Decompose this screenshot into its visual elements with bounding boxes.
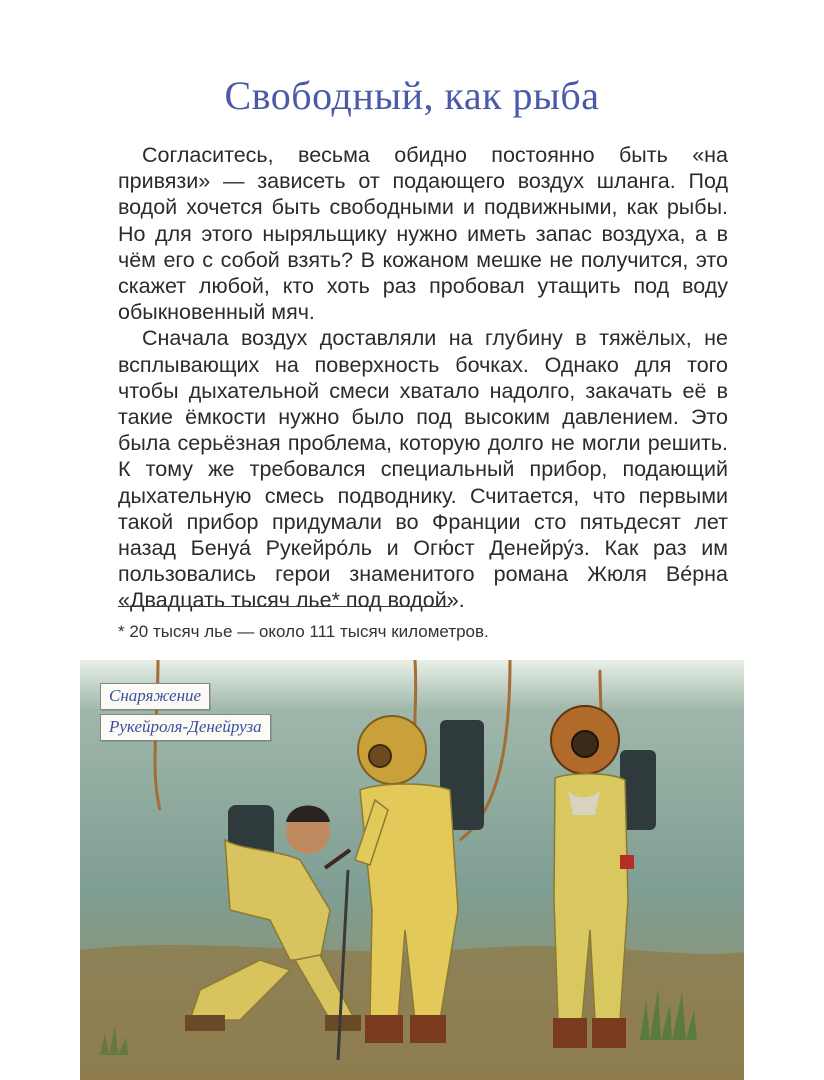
paragraph-2: Сначала воздух доставляли на глубину в тяжёлых, не всплывающих на поверхность бочках. Однако для того чтобы дыхательной смеси хватало надолго, закачать её в такие ёмкости нужно было под высоким давлением. Это была серьёзная проблема, которую долго не могли решить. К тому же требовался специальный прибор, подающий дыхательную смесь подводнику. Считается, что первыми такой прибор придумали во Франции сто пятьдесят лет назад Бенуа́ Рукейро́ль и Огю́ст Денейру́з. Как раз им пользовались герои знаменитого романа Жюля Ве́рна «Двадцать тысяч лье* под водой». xyxy=(118,326,728,613)
caption-line-1: Снаряжение xyxy=(100,683,210,710)
footnote: * 20 тысяч лье — около 111 тысяч километров. xyxy=(118,622,489,641)
illustration-caption xyxy=(100,683,271,745)
footnote-divider xyxy=(118,606,450,607)
paragraph-1: Согласитесь, весьма обидно постоянно быть «на привязи» — зависеть от подающего воздух шланга. Под водой хочется быть свободными и подвижными, как рыбы. Но для этого ныряльщику нужно иметь запас воздуха, а в чём его с собой взять? В кожаном мешке не получится, это скажет любой, кто хоть раз пробовал утащить под воду обыкновенный мяч. xyxy=(118,143,728,325)
article-body xyxy=(118,142,728,614)
caption-line-2: Рукейроля-Денейруза xyxy=(100,714,271,741)
page-title: Свободный, как рыба xyxy=(224,73,600,118)
